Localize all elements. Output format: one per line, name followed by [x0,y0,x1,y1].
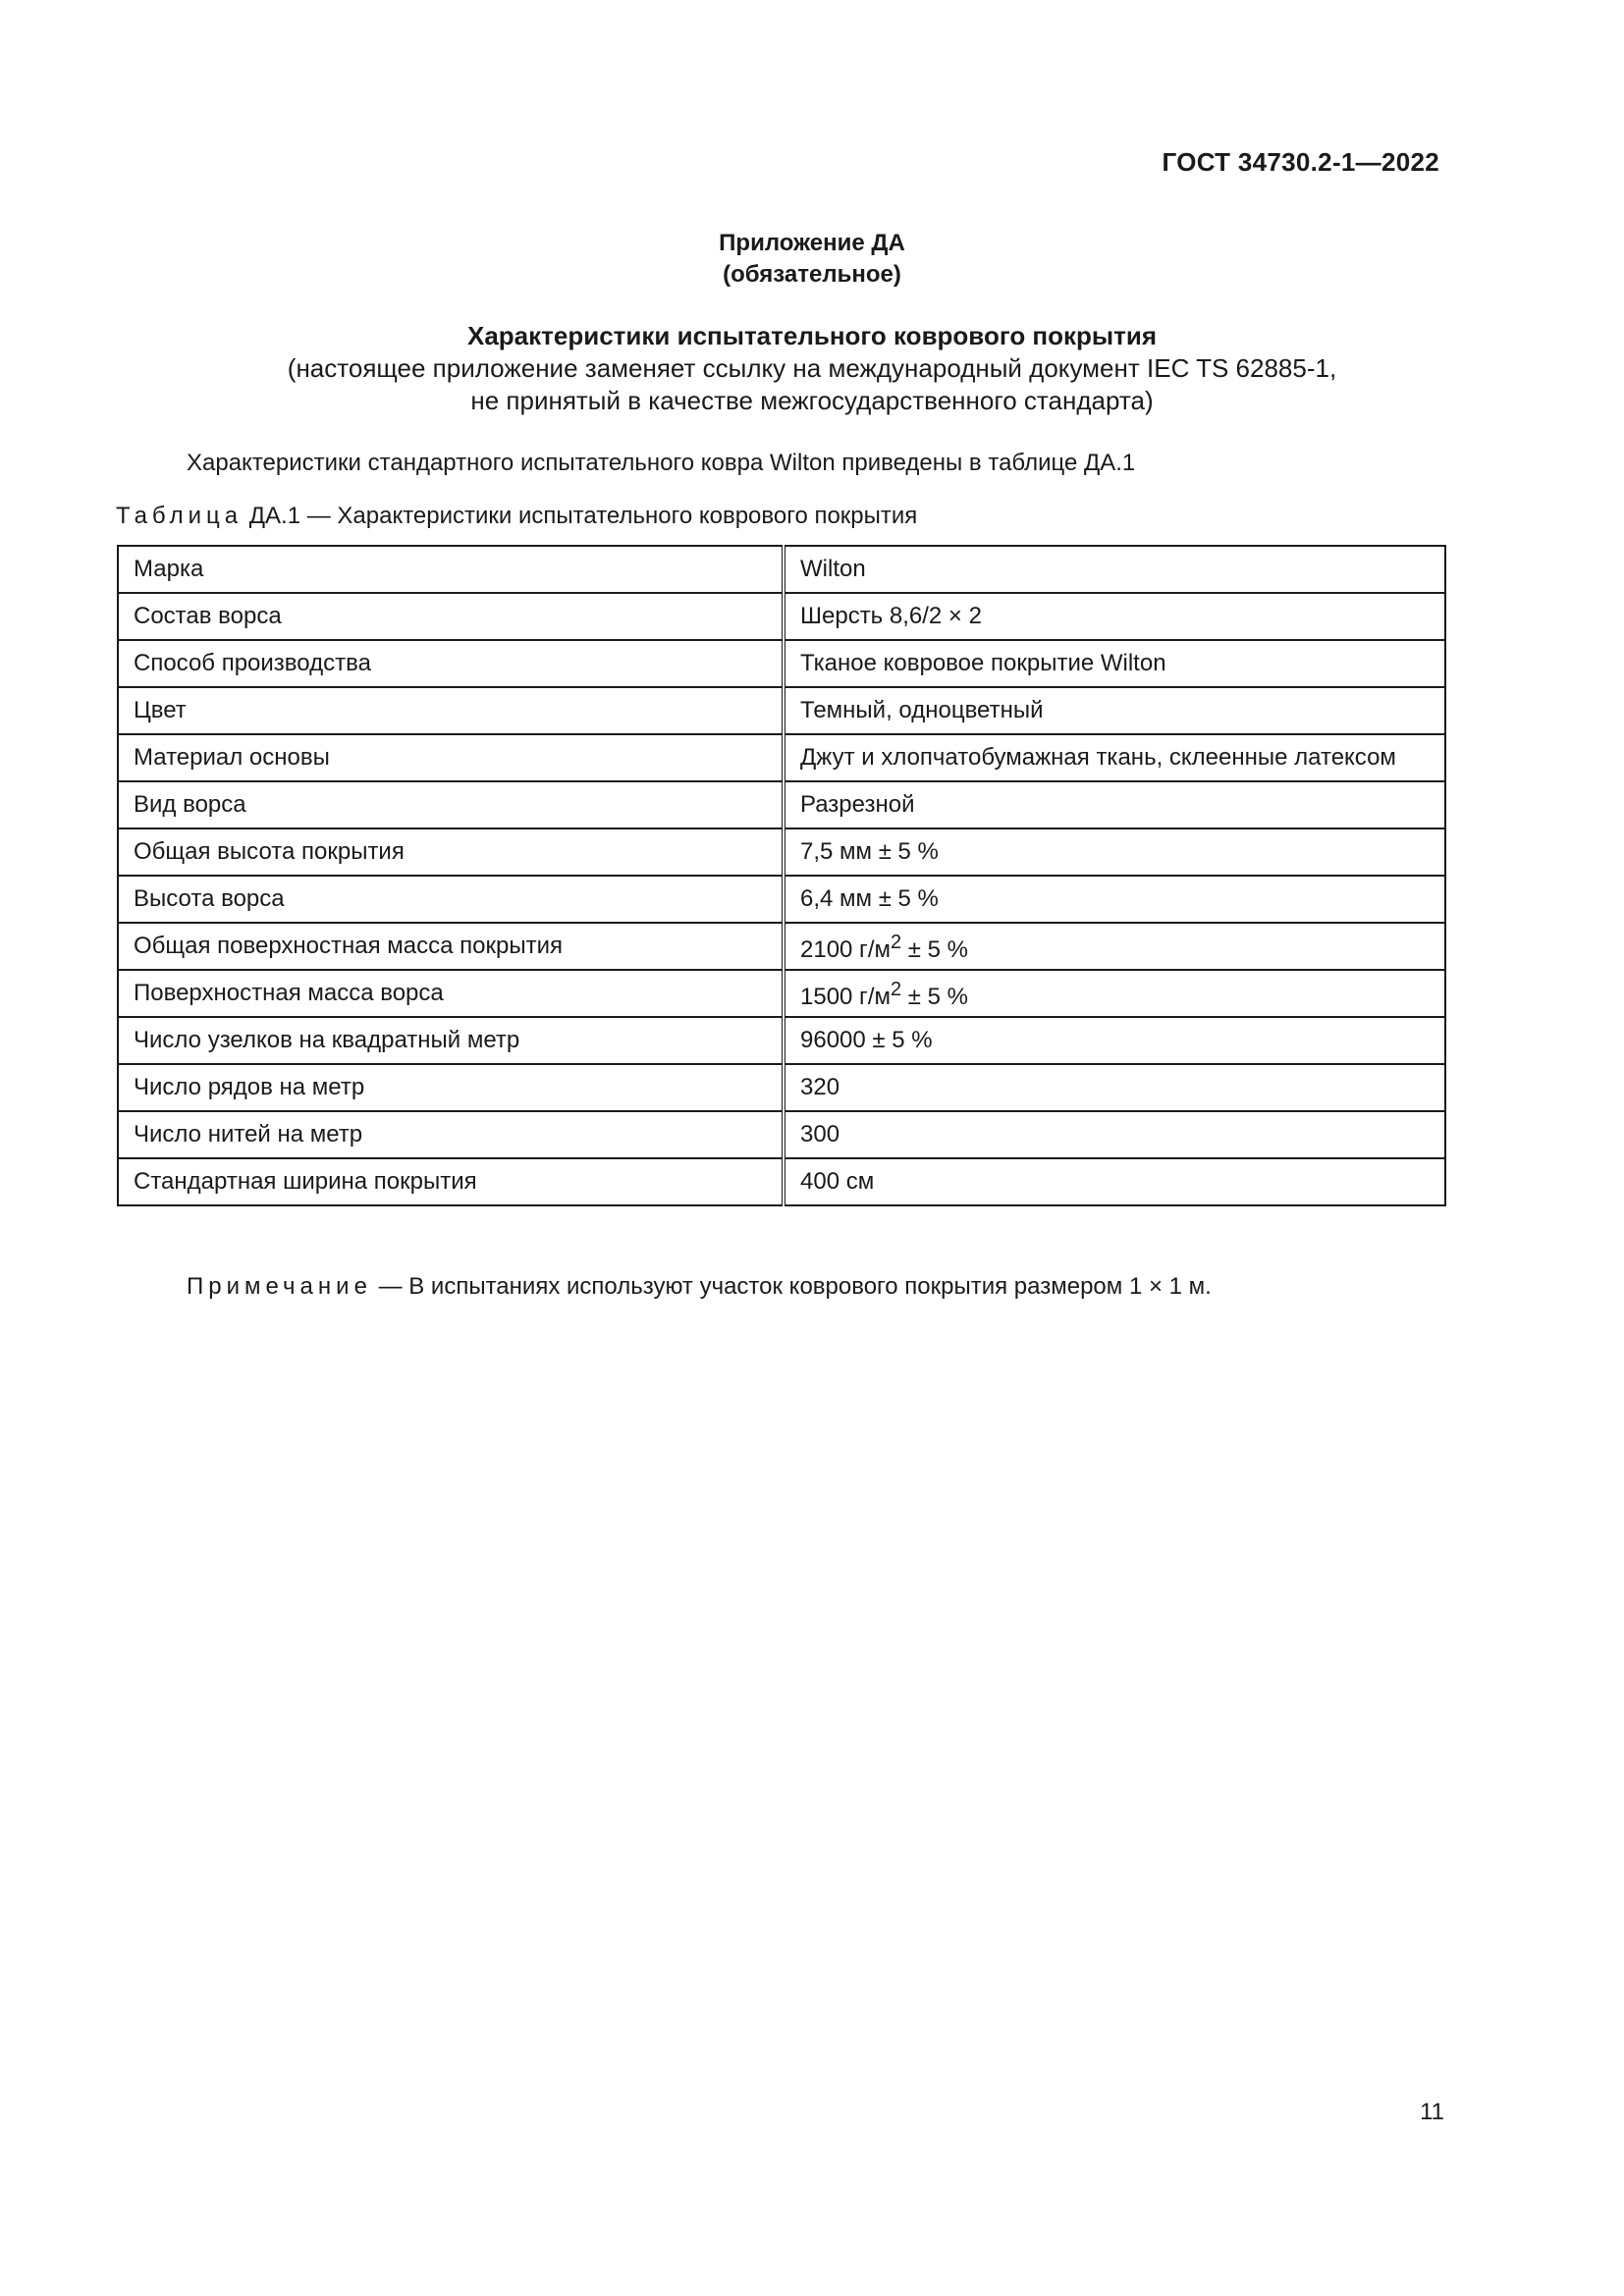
table-caption-text: ДА.1 — Характеристики испытательного коврового покрытия [243,503,918,529]
value-tolerance: ± 5 % [901,936,968,963]
property-value: 6,4 мм ± 5 % [784,876,1445,923]
table-caption [116,503,917,530]
table-row [118,687,1445,734]
property-name: Цвет [118,687,784,734]
appendix-subtitle-line-1: (настоящее приложение заменяет ссылку на международный документ IEC TS 62885-1, [287,353,1337,383]
property-value: 300 [784,1111,1445,1158]
property-name: Число нитей на метр [118,1111,784,1158]
appendix-label: Приложение ДА [719,230,905,256]
property-name: Поверхностная масса ворса [118,970,784,1017]
table-row [118,734,1445,781]
appendix-title-block [0,320,1624,417]
table-row [118,546,1445,593]
properties-table [117,545,1446,1206]
table-row [118,876,1445,923]
property-name: Состав ворса [118,593,784,640]
property-name: Высота ворса [118,876,784,923]
table-row [118,1111,1445,1158]
property-name: Общая поверхностная масса покрытия [118,923,784,970]
table-row [118,970,1445,1017]
property-value [784,970,1445,1017]
property-value: Разрезной [784,781,1445,828]
property-name: Марка [118,546,784,593]
property-name: Число рядов на метр [118,1064,784,1111]
table-row [118,640,1445,687]
property-value: Темный, одноцветный [784,687,1445,734]
intro-paragraph: Характеристики стандартного испытательного ковра Wilton приведены в таблице ДА.1 [187,450,1136,476]
value-superscript: 2 [890,979,902,1000]
appendix-subtitle-line-2: не принятый в качестве межгосударственного стандарта) [470,386,1154,415]
table-row [118,593,1445,640]
property-name: Вид ворса [118,781,784,828]
property-name: Материал основы [118,734,784,781]
property-name: Число узелков на квадратный метр [118,1017,784,1064]
appendix-heading [0,228,1624,291]
note-text: — В испытаниях используют участок коврового покрытия размером 1 × 1 м. [371,1273,1212,1300]
table-row [118,1064,1445,1111]
property-value: 96000 ± 5 % [784,1017,1445,1064]
value-main: 1500 г/м [800,984,891,1010]
property-name: Общая высота покрытия [118,828,784,876]
note-label: Примечание [187,1273,372,1300]
table-row [118,923,1445,970]
property-value [784,923,1445,970]
appendix-status: (обязательное) [723,261,901,288]
table-row [118,781,1445,828]
value-main: 2100 г/м [800,936,891,963]
property-value: 7,5 мм ± 5 % [784,828,1445,876]
property-value: 400 см [784,1158,1445,1205]
property-name: Способ производства [118,640,784,687]
property-value: Wilton [784,546,1445,593]
table-row [118,1158,1445,1205]
standard-code: ГОСТ 34730.2-1—2022 [1162,147,1439,177]
table-note [187,1273,1212,1301]
value-tolerance: ± 5 % [901,984,968,1010]
property-name: Стандартная ширина покрытия [118,1158,784,1205]
value-superscript: 2 [890,932,902,953]
table-row [118,828,1445,876]
property-value: Джут и хлопчатобумажная ткань, склеенные латексом [784,734,1445,781]
page-number: 11 [1420,2099,1444,2125]
table-row [118,1017,1445,1064]
property-value: Тканое ковровое покрытие Wilton [784,640,1445,687]
property-value: Шерсть 8,6/2 × 2 [784,593,1445,640]
appendix-title: Характеристики испытательного коврового покрытия [466,321,1157,350]
table-caption-word: Таблица [116,503,244,529]
property-value: 320 [784,1064,1445,1111]
